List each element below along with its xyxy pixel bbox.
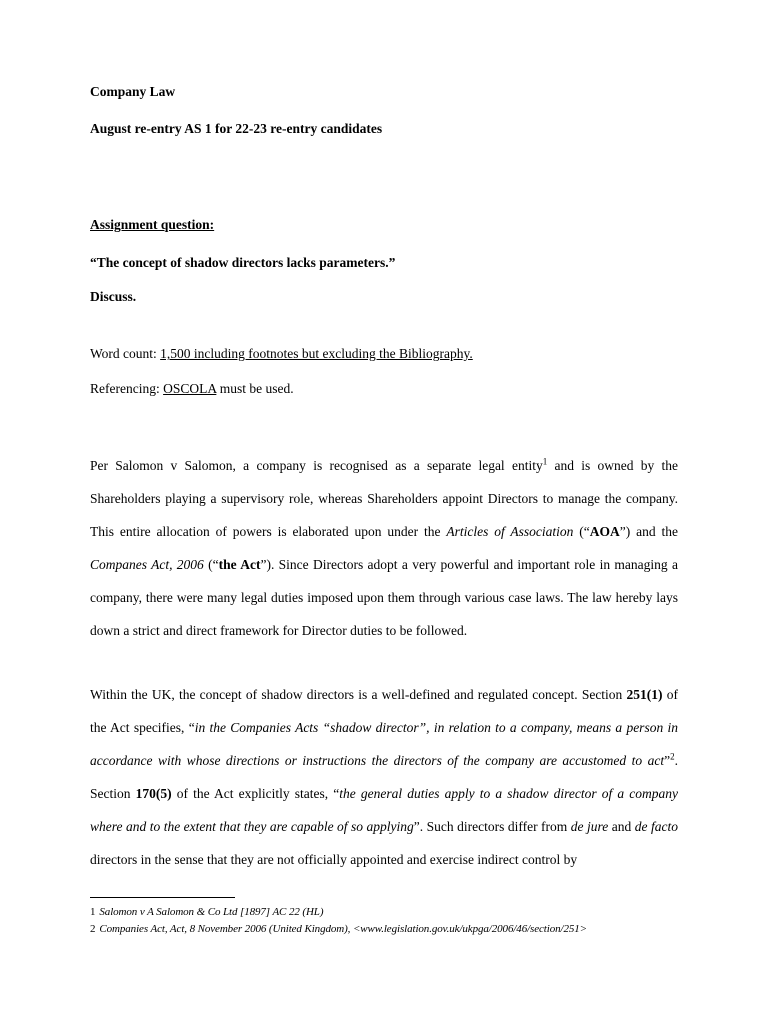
document-title: Company Law (90, 84, 176, 99)
footnote-1 (90, 904, 678, 921)
spacer (90, 159, 678, 217)
word-count-value: 1,500 including footnotes but excluding the Bibliography. (160, 346, 473, 362)
referencing-style: OSCOLA (163, 381, 217, 397)
document-body (90, 84, 678, 876)
word-count-line (90, 345, 678, 364)
document-subtitle: August re-entry AS 1 for 22-23 re-entry candidates (90, 121, 383, 137)
footnote-2-text: Companies Act, Act, 8 November 2006 (United Kingdom), <www.legislation.gov.uk/ukpga/2006/46/section/251> (99, 922, 587, 935)
paragraph-2: Within the UK, the concept of shadow directors is a well-defined and regulated concept. Section 251(1) of the Act specifies, “in the Companies Acts “shadow director”, in relation to a company, means a person in accordance with whose directions or instructions the directors of the company are accustomed to act”$^2$. Section 170(5) of the Act explicitly states, “the general duties apply to a shadow director of a company where and to the extent that they are capable of so applying”. Such directors differ from de jure and de facto directors in the sense that they are not officially appointed and exercise indirect control by (90, 686, 678, 867)
footnote-separator (90, 897, 235, 898)
footnote-ref-2: 2 (670, 751, 675, 762)
referencing-suffix: must be used. (216, 381, 294, 397)
referencing-label: Referencing: (90, 381, 160, 397)
footnote-2 (90, 921, 678, 938)
footnotes-section (90, 897, 678, 938)
referencing-line (90, 380, 678, 399)
footnote-ref-1: 1 (542, 456, 548, 467)
assignment-question-label: Assignment question: (90, 217, 215, 233)
paragraph-1: Per Salomon v Salomon, a company is recognised as a separate legal entity$^1$ and is owned by the Shareholders playing a supervisory role, whereas Shareholders appoint Directors to manage the company. This entire allocation of powers is elaborated upon under the Articles of Association (“AOA”) and the Companes Act, 2006 (“the Act”). Since Directors adopt a very powerful and important role in managing a company, there were many legal duties imposed upon them through various case laws. The law hereby lays down a strict and direct framework for Director duties to be followed. (90, 456, 679, 639)
spacer (90, 415, 678, 449)
footnote-2-number: 2 (90, 922, 96, 935)
footnote-1-text: Salomon v A Salomon & Co Ltd [1897] AC 22 (HL) (99, 905, 324, 918)
discuss-instruction: Discuss. (90, 289, 137, 305)
assignment-question-text: “The concept of shadow directors lacks parameters.” (90, 255, 396, 271)
footnote-1-number: 1 (90, 905, 96, 918)
word-count-label: Word count: (90, 346, 157, 362)
